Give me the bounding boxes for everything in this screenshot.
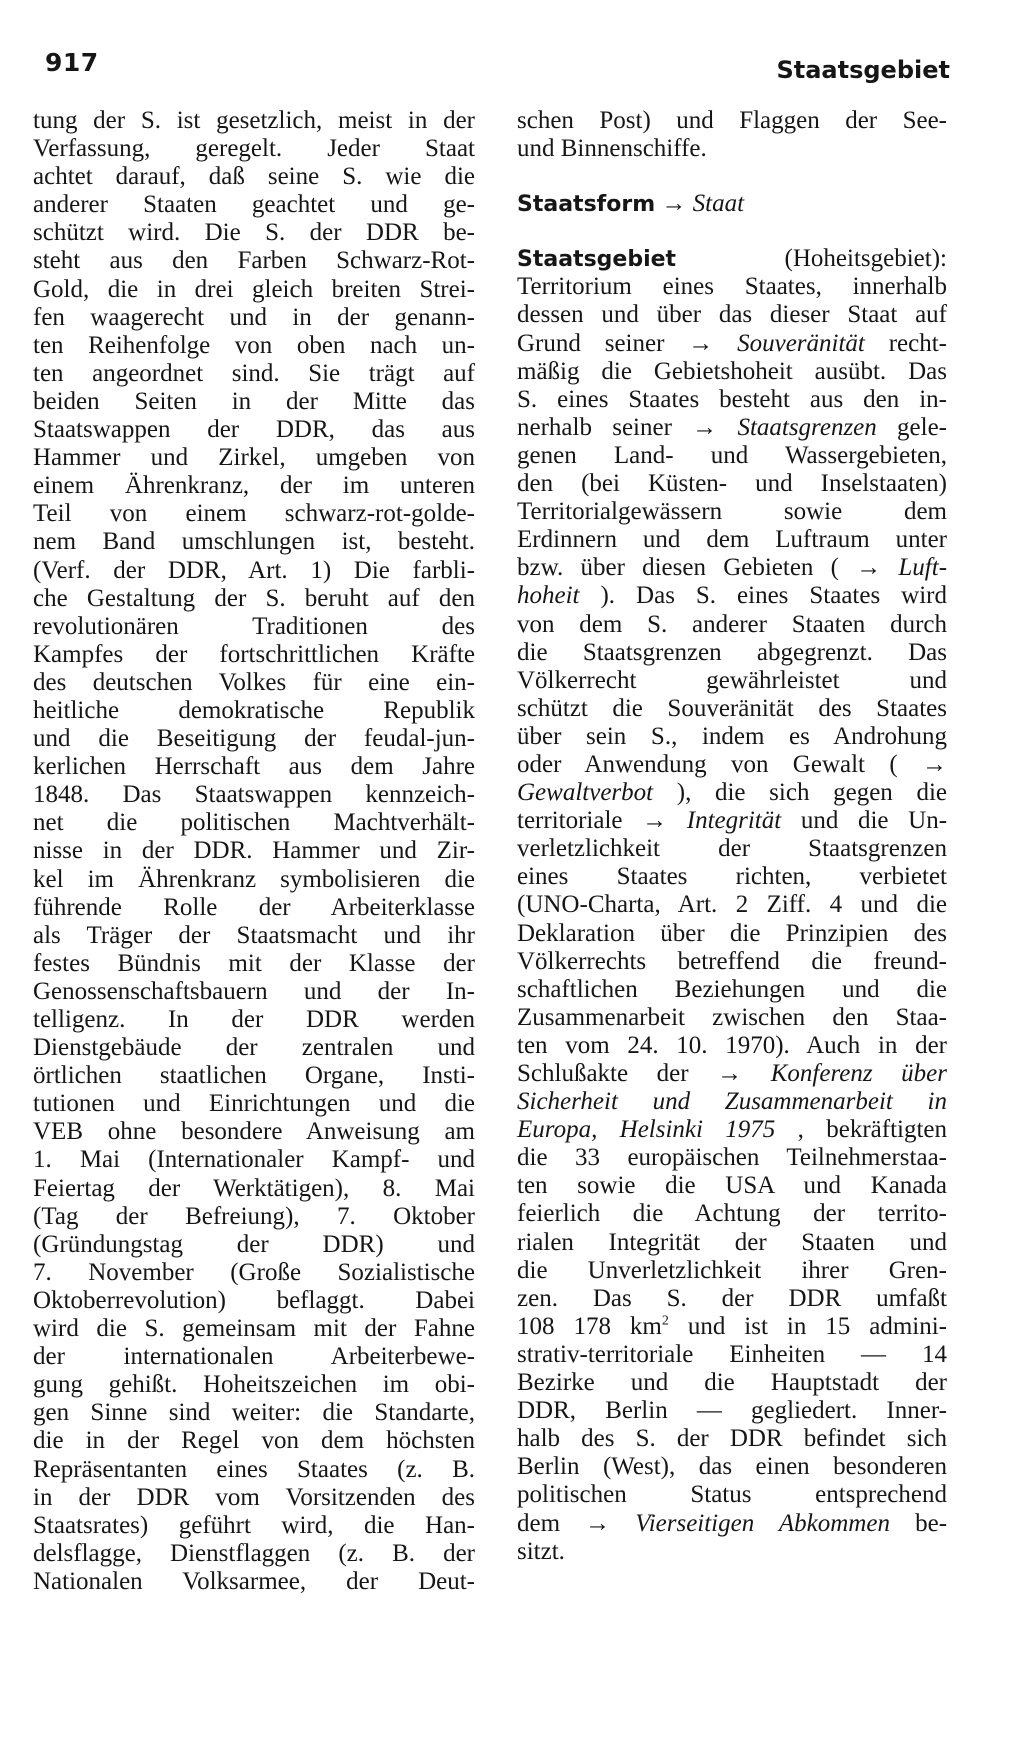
text-line: festes Bündnis mit der Klasse der <box>33 949 475 977</box>
text-line: (UNO-Charta, Art. 2 Ziff. 4 und die <box>517 891 947 919</box>
text-fragment: recht- <box>888 329 948 357</box>
text-line: Hammer und Zirkel, umgeben von <box>33 444 475 472</box>
text-line: gung gehißt. Hoheitszeichen im obi- <box>33 1371 475 1399</box>
text-line: che Gestaltung der S. beruht auf den <box>33 584 475 612</box>
text-line: in der DDR vom Vorsitzenden des <box>33 1483 475 1511</box>
cross-reference-arrow-icon: → <box>661 190 687 218</box>
text-fragment: ), die sich gegen die <box>676 779 947 807</box>
text-line: die Unverletzlichkeit ihrer Gren- <box>517 1256 947 1284</box>
text-line <box>517 751 947 779</box>
text-line: Nationalen Volksarmee, der Deut- <box>33 1567 475 1595</box>
text-line: Teil von einem schwarz-rot-golde- <box>33 500 475 528</box>
text-line: kel im Ährenkranz symbolisieren die <box>33 865 475 893</box>
text-line: führende Rolle der Arbeiterklasse <box>33 893 475 921</box>
text-line: Oktoberrevolution) beflaggt. Dabei <box>33 1286 475 1314</box>
text-line: Berlin (West), das einen besonderen <box>517 1453 947 1481</box>
text-line: ten sowie die USA und Kanada <box>517 1172 947 1200</box>
text-line: Dienstgebäude der zentralen und <box>33 1034 475 1062</box>
text-line: halb des S. der DDR befindet sich <box>517 1425 947 1453</box>
text-line: DDR, Berlin — gegliedert. Inner- <box>517 1397 947 1425</box>
text-line <box>517 1060 947 1088</box>
cross-reference-ksze: Konferenz über <box>770 1060 947 1087</box>
text-line: S. eines Staates besteht aus den in- <box>517 385 947 413</box>
text-line: Staatsrates) geführt wird, die Han- <box>33 1511 475 1539</box>
text-line: ten vom 24. 10. 1970). Auch in der <box>517 1031 947 1059</box>
cross-reference-arrow-icon: → <box>692 413 718 441</box>
text-line: mäßig die Gebietshoheit ausübt. Das <box>517 357 947 385</box>
text-line: fen waagerecht und in der genann- <box>33 303 475 331</box>
text-line: nisse in der DDR. Hammer und Zir- <box>33 837 475 865</box>
text-line <box>517 1313 947 1341</box>
text-fragment: oder Anwendung von Gewalt ( <box>517 750 898 778</box>
text-line: Zusammenarbeit zwischen den Staa- <box>517 1003 947 1031</box>
text-line: verletzlichkeit der Staatsgrenzen <box>517 835 947 863</box>
text-line <box>517 1088 947 1116</box>
text-fragment: territoriale <box>517 807 643 835</box>
entry-staatsgebiet-first-line <box>517 245 947 273</box>
cross-reference-lufthoheit: Luft- <box>898 554 948 582</box>
text-line: tutionen und Einrichtungen und die <box>33 1090 475 1118</box>
cross-reference-ksze-cont: Europa, Helsinki 1975 <box>517 1116 776 1144</box>
text-line: politischen Status entsprechend <box>517 1481 947 1509</box>
text-line: genen Land- und Wassergebieten, <box>517 441 947 469</box>
cross-reference-integritaet: Integrität <box>686 807 782 835</box>
cross-reference-arrow-icon: → <box>717 1060 743 1087</box>
text-fragment: , bekräftigten <box>797 1116 948 1144</box>
text-fragment: ). Das S. eines Staates wird <box>600 582 947 610</box>
cross-reference-staatsgrenzen: Staatsgrenzen <box>737 413 877 441</box>
text-line <box>517 414 947 442</box>
text-line: ten angeordnet sind. Sie trägt auf <box>33 359 475 387</box>
superscript: 2 <box>661 1313 669 1329</box>
text-line: schen Post) und Flaggen der See- <box>517 107 947 134</box>
text-fragment: und ist in 15 admini- <box>687 1312 948 1340</box>
text-line: zen. Das S. der DDR umfaßt <box>517 1284 947 1312</box>
cross-reference-arrow-icon: → <box>856 554 882 582</box>
text-fragment: Schlußakte der <box>517 1060 718 1087</box>
text-line: rialen Integrität der Staaten und <box>517 1228 947 1256</box>
text-line: schaftlichen Beziehungen und die <box>517 975 947 1003</box>
text-line <box>517 1510 947 1538</box>
text-line: Staatswappen der DDR, das aus <box>33 416 475 444</box>
text-line: net die politischen Machtverhält- <box>33 809 475 837</box>
text-line: delsflagge, Dienstflaggen (z. B. der <box>33 1539 475 1567</box>
entry-heading-staatsgebiet: Staatsgebiet <box>517 247 677 273</box>
text-line: schützt wird. Die S. der DDR be- <box>33 219 475 247</box>
text-line: Repräsentanten eines Staates (z. B. <box>33 1455 475 1483</box>
text-line <box>517 779 947 807</box>
text-line: des deutschen Volkes für eine ein- <box>33 668 475 696</box>
text-line: beiden Seiten in der Mitte das <box>33 387 475 415</box>
cross-reference-gewaltverbot: Gewaltverbot <box>517 779 654 807</box>
text-fragment <box>517 1313 669 1340</box>
text-fragment: nerhalb seiner <box>517 413 693 441</box>
entry-heading-staatsform: Staatsform <box>517 192 656 218</box>
text-line: (Verf. der DDR, Art. 1) Die farbli- <box>33 556 475 584</box>
text-line: strativ-territoriale Einheiten — 14 <box>517 1340 947 1368</box>
text-line: 1. Mai (Internationaler Kampf- und <box>33 1146 475 1174</box>
text-fragment: gele- <box>897 413 948 441</box>
text-line <box>517 554 947 582</box>
text-line: tung der S. ist gesetzlich, meist in der <box>33 107 475 134</box>
text-line: Bezirke und die Hauptstadt der <box>517 1369 947 1397</box>
text-line: den (bei Küsten- und Inselstaaten) <box>517 470 947 498</box>
text-line: steht aus den Farben Schwarz-Rot- <box>33 247 475 275</box>
text-line <box>517 1116 947 1144</box>
text-line: wird die S. gemeinsam mit der Fahne <box>33 1315 475 1343</box>
text-fragment: (Hoheitsgebiet): <box>784 245 947 273</box>
text-line: schützt die Souveränität des Staates <box>517 694 947 722</box>
right-column <box>517 107 947 1566</box>
text-line: Erdinnern und dem Luftraum unter <box>517 526 947 554</box>
text-line: revolutionären Traditionen des <box>33 612 475 640</box>
running-head: Staatsgebiet <box>776 56 950 84</box>
text-line: und Binnenschiffe. <box>517 135 707 163</box>
cross-reference-arrow-icon: → <box>688 329 714 357</box>
text-line: VEB ohne besondere Anweisung am <box>33 1118 475 1146</box>
text-line: von dem S. anderer Staaten durch <box>517 610 947 638</box>
text-line: dessen und über das dieser Staat auf <box>517 301 947 329</box>
text-line: Kampfes der fortschrittlichen Kräfte <box>33 640 475 668</box>
text-line: anderer Staaten geachtet und ge- <box>33 191 475 219</box>
text-line: über sein S., indem es Androhung <box>517 722 947 750</box>
text-line: örtlichen staatlichen Organe, Insti- <box>33 1062 475 1090</box>
text-line <box>517 807 947 835</box>
text-line: nem Band umschlungen ist, besteht. <box>33 528 475 556</box>
left-column <box>33 107 475 1596</box>
text-line: Gold, die in drei gleich breiten Strei- <box>33 275 475 303</box>
text-line: Völkerrecht gewährleistet und <box>517 666 947 694</box>
text-line: der internationalen Arbeiterbewe- <box>33 1343 475 1371</box>
text-line: sitzt. <box>517 1537 565 1565</box>
text-line: telligenz. In der DDR werden <box>33 1006 475 1033</box>
text-fragment: bzw. über diesen Gebieten ( <box>517 554 839 582</box>
text-line: die 33 europäischen Teilnehmerstaa- <box>517 1144 947 1172</box>
cross-reference-souveraenitaet: Souveränität <box>737 329 865 357</box>
text-line: die in der Regel von dem höchsten <box>33 1427 475 1455</box>
text-fragment: be- <box>915 1509 948 1537</box>
text-line: feierlich die Achtung der territo- <box>517 1200 947 1228</box>
text-line: 7. November (Große Sozialistische <box>33 1258 475 1286</box>
cross-reference-arrow-icon: → <box>585 1509 611 1537</box>
cross-reference-ksze-cont: Sicherheit und Zusammenarbeit in <box>517 1088 947 1116</box>
text-line: heitliche demokratische Republik <box>33 696 475 724</box>
text-line: Deklaration über die Prinzipien des <box>517 919 947 947</box>
page-number: 917 <box>45 48 99 77</box>
text-line: (Tag der Befreiung), 7. Oktober <box>33 1202 475 1230</box>
text-line: als Träger der Staatsmacht und ihr <box>33 921 475 949</box>
text-fragment: Grund seiner <box>517 329 689 357</box>
text-line: Territorium eines Staates, innerhalb <box>517 273 947 301</box>
text-line: 1848. Das Staatswappen kennzeich- <box>33 781 475 809</box>
text-line: einem Ährenkranz, der im unteren <box>33 472 475 500</box>
cross-reference-arrow-icon: → <box>642 807 668 835</box>
cross-reference-arrow-icon: → <box>922 750 948 778</box>
text-line: kerlichen Herrschaft aus dem Jahre <box>33 753 475 781</box>
text-fragment: dem <box>517 1509 586 1537</box>
text-line: Territorialgewässern sowie dem <box>517 498 947 526</box>
entry-staatsform <box>517 190 947 218</box>
text-line: (Gründungstag der DDR) und <box>33 1230 475 1258</box>
text-line: Völkerrechts betreffend die freund- <box>517 947 947 975</box>
text-line: ten Reihenfolge von oben nach un- <box>33 331 475 359</box>
cross-reference-staat: Staat <box>692 190 745 218</box>
text-line: Genossenschaftsbauern und der In- <box>33 977 475 1005</box>
cross-reference-vierseitiges-abkommen: Vierseitigen Abkommen <box>635 1509 890 1537</box>
text-line: gen Sinne sind weiter: die Standarte, <box>33 1399 475 1427</box>
text-line <box>517 330 947 358</box>
text-line <box>517 582 947 610</box>
text-fragment: 108 178 km <box>517 1312 662 1340</box>
text-line: Verfassung, geregelt. Jeder Staat <box>33 135 475 163</box>
text-line: achtet darauf, daß seine S. wie die <box>33 163 475 191</box>
text-fragment: und die Un- <box>800 807 948 835</box>
text-line: und die Beseitigung der feudal-jun- <box>33 725 475 753</box>
text-line: eines Staates richten, verbietet <box>517 863 947 891</box>
text-line: die Staatsgrenzen abgegrenzt. Das <box>517 638 947 666</box>
text-line: Feiertag der Werktätigen), 8. Mai <box>33 1174 475 1202</box>
cross-reference-lufthoheit-cont: hoheit <box>517 582 580 610</box>
